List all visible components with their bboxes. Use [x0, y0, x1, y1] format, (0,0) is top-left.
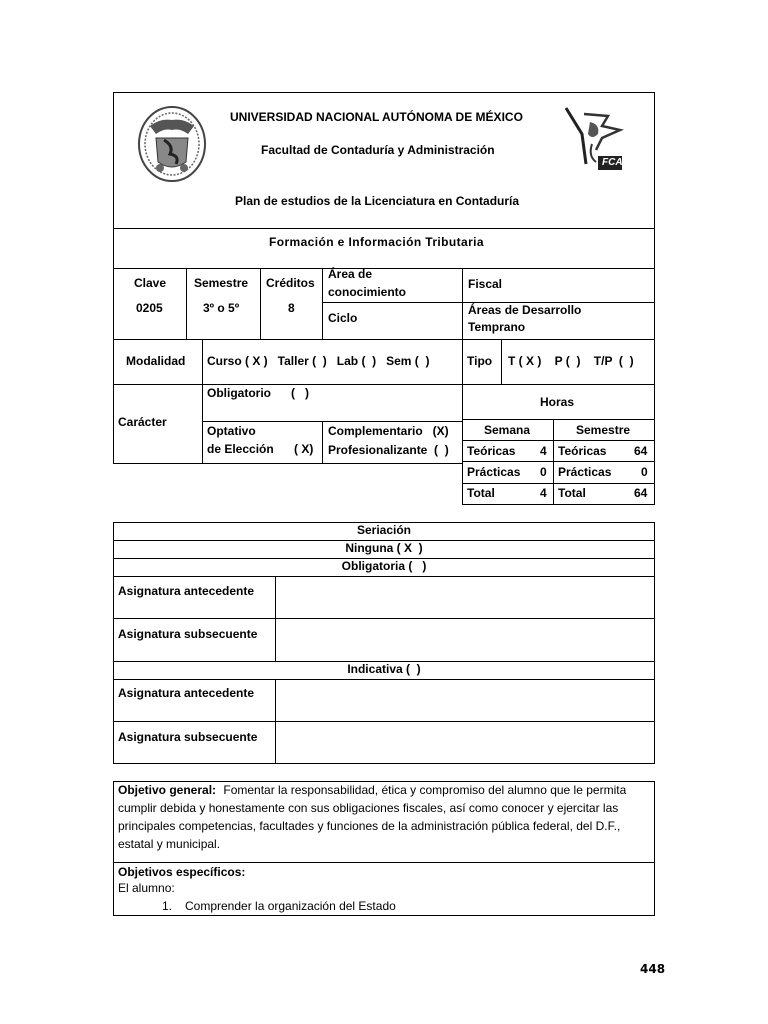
- course-title: Formación e Información Tributaria: [269, 235, 484, 249]
- objetivo-general-label: Objetivo general:: [118, 783, 217, 797]
- creditos-value: 8: [288, 301, 295, 315]
- plan-title: Plan de estudios de la Licenciatura en Contaduría: [235, 194, 520, 208]
- page-number: 448: [640, 962, 666, 976]
- optativo-label-line1: Optativo: [207, 424, 256, 438]
- area-label-line2: conocimiento: [328, 285, 407, 299]
- caracter-label: Carácter: [118, 415, 167, 429]
- objetivo-general: [118, 781, 653, 853]
- teoricas-semana: 4: [540, 444, 547, 458]
- optativo-label-line2: de Elección: [207, 442, 274, 456]
- tipo-label: Tipo: [467, 354, 493, 368]
- clave-value: 0205: [136, 301, 163, 315]
- unam-seal-logo: [136, 104, 208, 184]
- obligatorio-option: Obligatorio ( ): [207, 386, 309, 400]
- complementario-option: Complementario (X): [328, 424, 449, 438]
- creditos-label: Créditos: [266, 276, 315, 290]
- objetivos-especificos-label: Objetivos específicos:: [118, 865, 246, 879]
- semana-label: Semana: [484, 423, 531, 437]
- total-label: Total: [467, 486, 495, 500]
- subsecuente-label-indicativa: Asignatura subsecuente: [118, 730, 258, 744]
- objetivo-item-number: 1.: [162, 899, 173, 913]
- teoricas-semestre-label: Teóricas: [558, 444, 607, 458]
- clave-label: Clave: [134, 276, 167, 290]
- objetivo-item-1: Comprender la organización del Estado: [185, 899, 396, 913]
- total-semana: 4: [540, 486, 547, 500]
- area-label-line1: Área de: [328, 267, 373, 281]
- subsecuente-label: Asignatura subsecuente: [118, 627, 258, 641]
- practicas-semestre: 0: [641, 465, 648, 479]
- semestre-value: 3º o 5º: [203, 301, 240, 315]
- objetivos-alumno: El alumno:: [118, 881, 175, 895]
- ciclo-value-line1: Áreas de Desarrollo: [468, 303, 582, 317]
- teoricas-label: Teóricas: [467, 444, 516, 458]
- seriacion-indicativa: Indicativa ( ): [347, 662, 421, 676]
- fca-logo-text: FCA: [602, 157, 623, 168]
- objetivo-general-line4: estatal y municipal.: [118, 837, 221, 851]
- antecedente-label-indicativa: Asignatura antecedente: [118, 686, 255, 700]
- fca-logo: [562, 104, 624, 174]
- university-title: UNIVERSIDAD NACIONAL AUTÓNOMA DE MÉXICO: [230, 110, 523, 124]
- semestre-horas-label: Semestre: [576, 423, 631, 437]
- objetivo-general-line1: Fomentar la responsabilidad, ética y compromiso del alumno que le permita: [223, 783, 627, 797]
- faculty-title: Facultad de Contaduría y Administración: [261, 143, 495, 157]
- horas-label: Horas: [540, 395, 575, 409]
- subsecuente-value-cell: [276, 619, 654, 661]
- area-value: Fiscal: [468, 277, 503, 291]
- subsecuente-indicativa-value-cell: [276, 722, 654, 764]
- total-semestre: 64: [634, 486, 648, 500]
- tipo-value: T ( X ) P ( ) T/P ( ): [508, 354, 634, 368]
- antecedente-indicativa-value-cell: [276, 680, 654, 721]
- seriacion-obligatoria: Obligatoria ( ): [341, 559, 427, 573]
- ciclo-label: Ciclo: [328, 311, 358, 325]
- antecedente-value-cell: [276, 577, 654, 618]
- profesionalizante-option: Profesionalizante ( ): [328, 443, 449, 457]
- seriacion-title: Seriación: [356, 523, 412, 537]
- objetivo-general-line3: principales competencias, facultades y funciones de la administración pública federal, del D.F.,: [118, 819, 621, 833]
- practicas-semestre-label: Prácticas: [558, 465, 612, 479]
- antecedente-label: Asignatura antecedente: [118, 584, 255, 598]
- teoricas-semestre: 64: [634, 444, 648, 458]
- practicas-label: Prácticas: [467, 465, 521, 479]
- modalidad-value: Curso ( X ) Taller ( ) Lab ( ) Sem ( ): [207, 354, 430, 368]
- ciclo-value-line2: Temprano: [468, 320, 526, 334]
- seriacion-ninguna: Ninguna ( X ): [345, 541, 423, 555]
- modalidad-label: Modalidad: [126, 354, 186, 368]
- practicas-semana: 0: [540, 465, 547, 479]
- optativo-mark: ( X): [294, 442, 314, 456]
- total-semestre-label: Total: [558, 486, 586, 500]
- objetivo-general-line2: cumplir debida y honestamente con sus obligaciones fiscales, así como conocer y ejercitar las: [118, 801, 619, 815]
- semestre-label: Semestre: [194, 276, 249, 290]
